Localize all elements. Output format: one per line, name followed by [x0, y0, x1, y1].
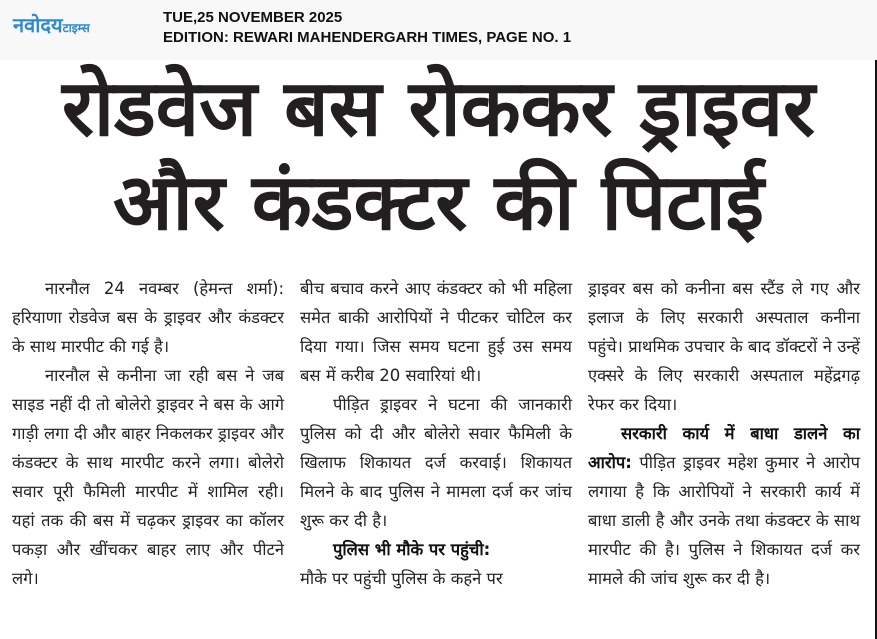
paragraph: मौके पर पहुंची पुलिस के कहने पर — [300, 569, 503, 588]
article-column-2 — [300, 274, 572, 593]
publication-date: TUE,25 NOVEMBER 2025 — [163, 9, 343, 26]
subheading — [300, 535, 572, 564]
headline — [0, 62, 877, 250]
paragraph: बीच बचाव करने आए कंडक्टर को भी महिला समेत बाकी आरोपियों ने पीटकर चोटिल कर दिया गया। जिस समय घटना हुई उस समय बस में करीब 20 सवारियां थी। — [300, 279, 572, 385]
article-column-1 — [12, 274, 284, 593]
logo-main: नवोदय — [13, 13, 63, 37]
paragraph — [588, 419, 860, 593]
paragraph-text: पीड़ित ड्राइवर महेश कुमार ने आरोप लगाया है कि आरोपियों ने सरकारी कार्य में बाधा डाली है और उनके तथा कंडक्टर के साथ मारपीट की है। पुलिस ने शिकायत दर्ज कर मामले की जांच शुरू कर दी है। — [588, 453, 861, 588]
header-bar — [0, 0, 877, 60]
headline-line-2: और कंडक्टर की पिटाई — [113, 158, 764, 248]
paragraph: ड्राइवर बस को कनीना बस स्टैंड ले गए और इलाज के लिए सरकारी अस्पताल कनीना पहुंचे। प्राथमिक उपचार के बाद डॉक्टरों ने उन्हें एक्सरे के लिए सरकारी अस्पताल महेंद्रगढ़ रेफर कर दिया। — [588, 279, 860, 414]
edition-info — [163, 8, 571, 48]
paragraph: नारनौल 24 नवम्बर (हेमन्त शर्मा): हरियाणा रोडवेज बस के ड्राइवर और कंडक्टर के साथ मारपीट की गई है। — [12, 279, 284, 356]
subheading-text: सरकारी कार्य में बाधा डालने का आरोप: — [588, 424, 860, 472]
article-column-3 — [588, 274, 860, 593]
subheading-text: पुलिस भी मौके पर पहुंची: — [333, 540, 491, 559]
paragraph: नारनौल से कनीना जा रही बस ने जब साइड नहीं दी तो बोलेरो ड्राइवर ने बस के आगे गाड़ी लगा दी और बाहर निकलकर ड्राइवर और कंडक्टर के साथ मारपीट करने लगा। बोलेरो सवार पूरी फैमिली मारपीट में शामिल रही। यहां तक की बस में चढ़कर ड्राइवर का कॉलर पकड़ा और खींचकर बाहर लाए और पीटने लगे। — [12, 366, 284, 588]
headline-line-1: रोडवेज बस रोककर ड्राइवर — [61, 64, 816, 154]
paragraph: पीड़ित ड्राइवर ने घटना की जानकारी पुलिस को दी और बोलेरो सवार फैमिली के खिलाफ शिकायत दर्ज करवाई। शिकायत मिलने के बाद पुलिस ने मामला दर्ज कर जांच शुरू कर दी है। — [300, 395, 572, 530]
logo-sub: टाइम्स — [62, 21, 90, 35]
newspaper-logo — [13, 11, 90, 38]
edition-label: EDITION: REWARI MAHENDERGARH TIMES, PAGE NO. 1 — [163, 29, 572, 46]
